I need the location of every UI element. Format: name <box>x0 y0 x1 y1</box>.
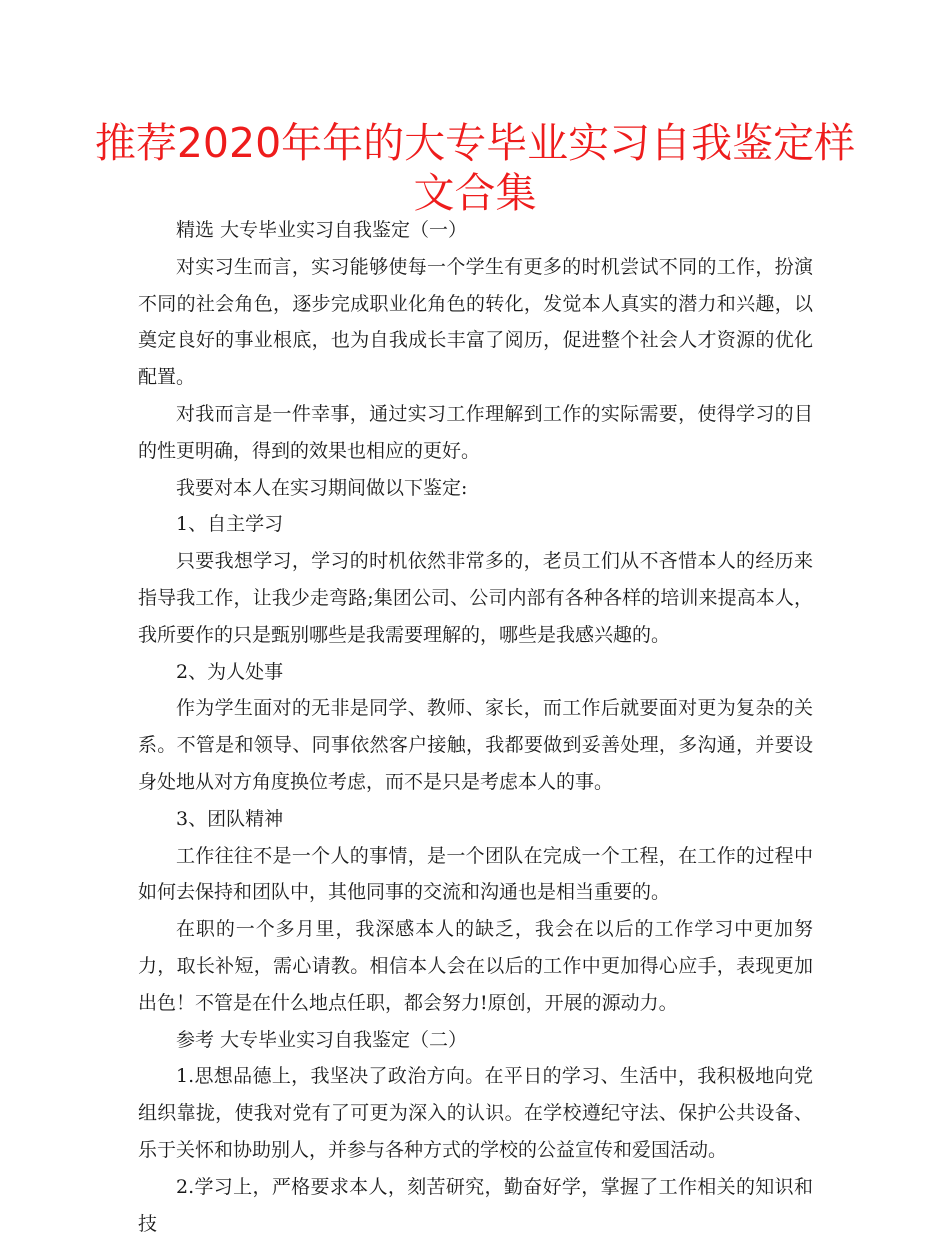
paragraph: 对我而言是一件幸事，通过实习工作理解到工作的实际需要，使得学习的目的性更明确，得到的效果也相应的更好。 <box>138 402 813 462</box>
paragraph: 在职的一个多月里，我深感本人的缺乏，我会在以后的工作学习中更加努力，取长补短，需心请教。相信本人会在以后的工作中更加得心应手，表现更加出色！不管是在什么地点任职，都会努力!原创，开展的源动力。 <box>138 918 813 1014</box>
document-body <box>138 212 813 1242</box>
paragraph: 2.学习上，严格要求本人，刻苦研究，勤奋好学，掌握了工作相关的知识和技 <box>138 1175 813 1235</box>
paragraph-subheading-3: 3、团队精神 <box>176 807 284 830</box>
paragraph: 作为学生面对的无非是同学、教师、家长，而工作后就要面对更为复杂的关系。不管是和领导、同事依然客户接触，我都要做到妥善处理，多沟通，并要设身处地从对方角度换位考虑，而不是只是考虑本人的事。 <box>138 697 813 793</box>
paragraph-subheading-2: 2、为人处事 <box>176 660 284 683</box>
paragraph: 1.思想品德上，我坚决了政治方向。在平日的学习、生活中，我积极地向党组织靠拢，使我对党有了可更为深入的认识。在学校遵纪守法、保护公共设备、乐于关怀和协助别人，并参与各种方式的学校的公益宣传和爱国活动。 <box>138 1065 813 1161</box>
paragraph-section-heading-1: 精选 大专毕业实习自我鉴定（一） <box>176 219 468 241</box>
paragraph: 工作往往不是一个人的事情，是一个团队在完成一个工程，在工作的过程中如何去保持和团队中，其他同事的交流和沟通也是相当重要的。 <box>138 844 813 904</box>
paragraph: 我要对本人在实习期间做以下鉴定: <box>176 476 468 499</box>
paragraph: 只要我想学习，学习的时机依然非常多的，老员工们从不吝惜本人的经历来指导我工作，让我少走弯路;集团公司、公司内部有各种各样的培训来提高本人，我所要作的只是甄别哪些是我需要理解的，哪些是我感兴趣的。 <box>138 550 813 646</box>
document-title: 推荐2020年年的大专毕业实习自我鉴定样文合集 <box>94 119 856 217</box>
paragraph: 对实习生而言，实习能够使每一个学生有更多的时机尝试不同的工作，扮演不同的社会角色，逐步完成职业化角色的转化，发觉本人真实的潜力和兴趣，以奠定良好的事业根底，也为自我成长丰富了阅历，促进整个社会人才资源的优化配置。 <box>138 255 813 389</box>
paragraph-subheading-1: 1、自主学习 <box>176 513 284 536</box>
paragraph-section-heading-2: 参考 大专毕业实习自我鉴定（二） <box>176 1028 468 1051</box>
